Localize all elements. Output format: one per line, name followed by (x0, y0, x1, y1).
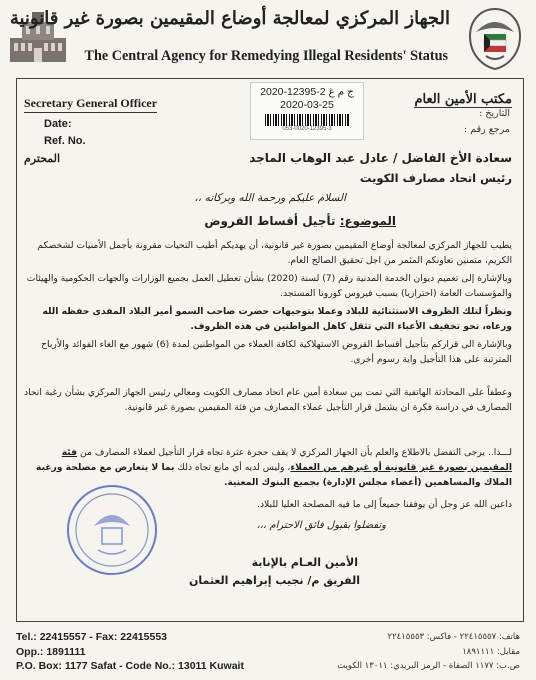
subject-text: تأجيل أقساط القروض (204, 214, 336, 228)
footer-opp-ar: مقابل: ١٨٩١١١١ (462, 647, 520, 657)
subject-line (204, 214, 396, 228)
barcode-number: 053-0020-12395-3 (282, 126, 332, 132)
closing-phrase: وتفضلوا بقبول فائق الاحترام ،،، (256, 520, 386, 531)
signer-name: الفريق م/ نجيب إبراهيم العثمان (188, 574, 360, 587)
footer-tel-fax-en: Tel.: 22415557 - Fax: 22415553 (16, 631, 167, 643)
official-seal-icon (64, 482, 160, 578)
footer-pobox-ar: ص.ب: ١١٧٧ الصفاة - الرمز البريدي: ١٣٠١١ الكويت (337, 661, 520, 671)
office-label-english: Secretary General Officer (24, 96, 157, 113)
paragraph-4: وبالإشارة الى قراركم بتأجيل أقساط القروض الاستهلاكية لكافة العملاء من المواطنين لمدة (6) شهور مع الغاء الفوائد والأرباح المترتبة على هذا التأجيل واية رسوم أخرى. (41, 339, 512, 365)
respect-title: المحترم (24, 152, 61, 165)
paragraph-1: يطيب للجهاز المركزي لمعالجة أوضاع المقيمين بصورة غير قانونية، أن يهديكم أطيب التحيات مقرونة بأجمل الأمنيات لشخصكم الكريم، متمنين تعاونكم المثمر من اجل تحقيق الصالح العام. (37, 240, 512, 266)
greeting: السلام عليكم ورحمة الله وبركاته ،، (194, 192, 346, 204)
footer-tel-fax-ar: هاتف: ٢٢٤١٥٥٥٧ - فاكس: ٢٢٤١٥٥٥٣ (387, 632, 520, 642)
addressee-name: سعادة الأخ الفاضل / عادل عبد الوهاب الماجد (249, 151, 512, 165)
paragraph-7: داعين الله عز وجل أن يوفقنا جميعاً إلى ما فيه المصلحة العليا للبلاد. (257, 499, 512, 510)
paragraph-6-part-c: ، وليس لديه أي مانع تجاه ذلك (177, 462, 291, 473)
paragraph-3: ونظراً لتلك الظروف الاستثنائية للبلاد وعملا بتوجيهات حضرت صاحب السمو أمير البلاد المفدى حفظه الله ورعاه، نحو تخفيف الأعباء التي تثقل كاهل المواطنين في هذه الظروف. (42, 306, 512, 332)
date-label-ar: التاريخ : (479, 108, 510, 119)
paragraph-6-part-d: بما لا يتعارض مع مصلحة ورغبة الملاك والمساهمين (أعضاء مجلس الإدارة) بجميع البنوك المعنية. (35, 462, 512, 488)
footer-opp-en: Opp.: 1891111 (16, 646, 86, 658)
barcode-icon (265, 114, 349, 126)
paragraph-6-part-b: فئة المقيمين بصورة غير قانونية أو غيرهم من العملاء (61, 447, 512, 473)
reference-stamp (250, 82, 364, 140)
kuwait-emblem-icon (464, 6, 526, 72)
header-arabic-title: الجهاز المركزي لمعالجة أوضاع المقيمين بصورة غير قانونية (9, 8, 450, 29)
stamp-date: 2020-03-25 (280, 99, 334, 111)
subject-label: الموضوع: (339, 214, 396, 228)
signer-title: الأمين العـام بالإنابة (251, 556, 358, 569)
footer-pobox-en: P.O. Box: 1177 Safat - Code No.: 13011 Kuwait (16, 660, 244, 672)
ref-label-en: Ref. No. (44, 135, 86, 147)
header-english-title: The Central Agency for Remedying Illegal Residents' Status (84, 48, 448, 64)
stamp-reference-number: ج م غ 2-12395-2020 (260, 86, 354, 98)
office-label-arabic: مكتب الأمين العام (414, 92, 512, 107)
ref-label-ar: مرجع رقم : (464, 124, 510, 135)
addressee-title: رئيس اتحاد مصارف الكويت (359, 171, 512, 185)
paragraph-2: وبالإشارة إلى تعميم ديوان الخدمة المدنية رقم (7) لسنة (2020) بشأن تعطيل العمل بجميع الوزارات والجهات الحكومية والهيئات والمؤسسات العامة (احترازيا) بسبب فيروس كورونا المستجد. (26, 273, 512, 299)
paragraph-6-part-a: لـــذا.. يرجى التفضل بالاطلاع والعلم بأن الجهاز المركزي لا يقف حجرة عثرة تجاه قرار التأجيل لعملاء المصارف من (80, 447, 512, 458)
date-label-en: Date: (44, 118, 72, 130)
paragraph-5: وعطفاً على المحادثة الهاتفية التي تمت بين سعادة أمين عام اتحاد مصارف الكويت ومعالي رئيس الجهاز المركزي بشأن رغبة اتحاد المصارف في دراسة فكرة ان يشمل قرار التأجيل عملاء المصارف من فئة المقيمين بصورة غير قانونية. (23, 387, 512, 413)
